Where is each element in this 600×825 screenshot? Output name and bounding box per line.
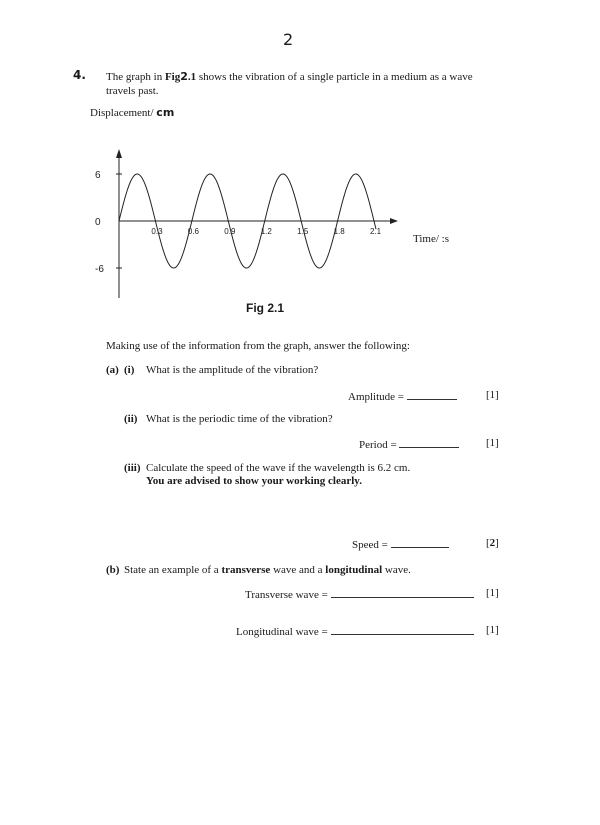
y-axis-unit: cm <box>156 106 175 119</box>
wave-chart <box>0 0 600 330</box>
amplitude-answer-line[interactable] <box>407 389 457 400</box>
marks-b-longitudinal: [1] <box>486 624 499 636</box>
y-tick-label: 0 <box>95 217 101 228</box>
speed-label: Speed = <box>352 539 388 551</box>
longitudinal-label: Longitudinal wave = <box>236 626 328 638</box>
speed-answer-line[interactable] <box>391 537 449 548</box>
x-axis-label: Time/ :s <box>413 233 449 245</box>
x-tick-label: 0.3 <box>151 227 163 236</box>
x-axis-arrow <box>390 218 398 224</box>
part-b-transverse: transverse <box>221 564 271 576</box>
period-label: Period = <box>359 439 397 451</box>
part-a-i-label: (i) <box>124 364 135 376</box>
intro-line2: travels past. <box>106 85 159 97</box>
transverse-answer-line[interactable] <box>331 587 474 598</box>
page-number: 2 <box>283 30 294 49</box>
marks-b-transverse: [1] <box>486 587 499 599</box>
y-tick-label: -6 <box>95 264 104 275</box>
marks-a-iii-open: [ <box>486 537 490 549</box>
marks-a-iii-close: ] <box>495 537 499 549</box>
part-b-longitudinal: longitudinal <box>325 564 383 576</box>
part-a-i-text: What is the amplitude of the vibration? <box>146 364 319 376</box>
x-tick-label: 1.2 <box>260 227 272 236</box>
period-answer-line[interactable] <box>399 437 459 448</box>
x-tick-label: 0.9 <box>224 227 236 236</box>
x-tick-label: 1.8 <box>333 227 345 236</box>
x-tick-label: 1.5 <box>297 227 309 236</box>
period-answer <box>359 437 459 452</box>
part-b-post: wave. <box>382 564 411 576</box>
y-tick-label: 6 <box>95 170 101 181</box>
chart-axes <box>116 149 398 298</box>
transverse-answer <box>245 587 474 602</box>
marks-a-iii-num: 2 <box>489 537 496 549</box>
y-axis-label-text: Displacement/ <box>90 107 154 119</box>
part-a-ii-label: (ii) <box>124 413 138 425</box>
part-a-label: (a) <box>106 364 119 376</box>
part-a-iii-label: (iii) <box>124 462 141 474</box>
instructions: Making use of the information from the graph, answer the following: <box>106 340 410 352</box>
intro-fig: Fig <box>164 71 181 83</box>
transverse-label: Transverse wave = <box>245 589 328 601</box>
chart-ticks <box>95 170 382 275</box>
intro-fig-suffix: .1 <box>187 71 197 83</box>
amplitude-label: Amplitude = <box>348 391 405 403</box>
part-a-ii-text: What is the periodic time of the vibration? <box>146 413 333 425</box>
longitudinal-answer <box>236 624 474 639</box>
intro-pre: The graph in <box>106 71 165 83</box>
part-b-text <box>124 563 411 577</box>
intro-post: shows the vibration of a single particle in a medium as a wave <box>196 71 473 83</box>
longitudinal-answer-line[interactable] <box>331 624 474 635</box>
amplitude-answer <box>348 389 457 404</box>
part-b-label: (b) <box>106 564 120 576</box>
part-b-pre: State an example of a <box>124 564 222 576</box>
x-tick-label: 0.6 <box>187 227 199 236</box>
marks-a-i: [1] <box>486 389 499 401</box>
part-b-mid: wave and a <box>270 564 326 576</box>
question-number: 4. <box>73 68 86 82</box>
y-axis-arrow <box>116 149 122 158</box>
intro-fig-hand: 2 <box>180 70 188 83</box>
part-a-iii-text: Calculate the speed of the wave if the wavelength is 6.2 cm. <box>146 462 411 474</box>
x-tick-label: 2.1 <box>370 227 382 236</box>
part-a-iii-advice: You are advised to show your working clearly. <box>146 475 362 487</box>
marks-a-iii <box>486 537 499 549</box>
figure-caption: Fig 2.1 <box>246 301 285 315</box>
marks-a-ii: [1] <box>486 437 499 449</box>
speed-answer <box>352 537 449 552</box>
